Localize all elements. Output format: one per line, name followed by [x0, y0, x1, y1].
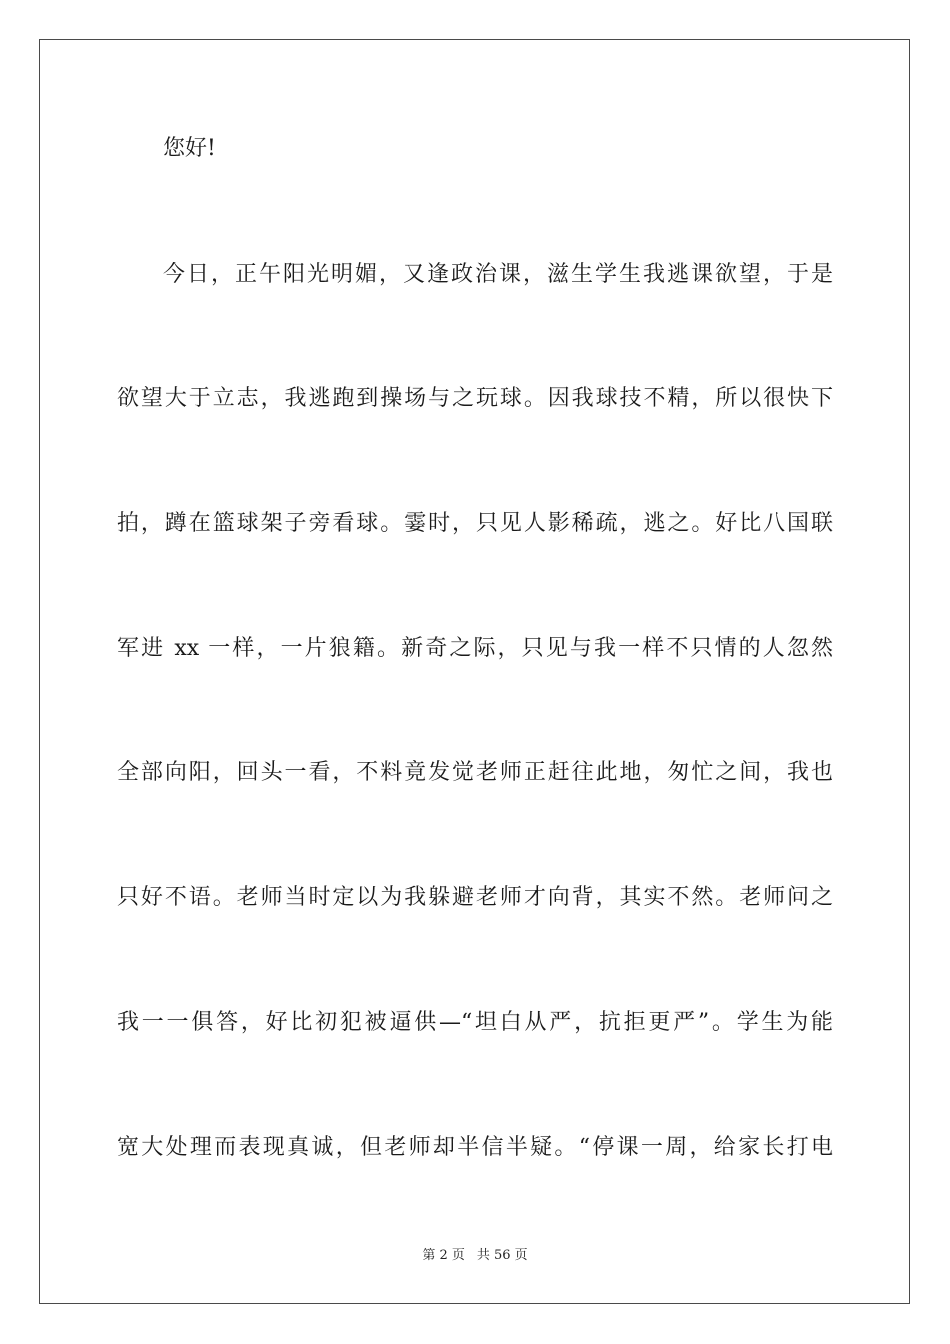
- greeting-line: 您好!: [163, 136, 216, 161]
- body-line-6: 只好不语。老师当时定以为我躲避老师才向背，其实不然。老师问之: [117, 885, 833, 910]
- body-line-2: 欲望大于立志，我逃跑到操场与之玩球。因我球技不精，所以很快下: [117, 386, 833, 411]
- body-line-5: 全部向阳，回头一看，不料竟发觉老师正赶往此地，匆忙之间，我也: [117, 760, 833, 785]
- body-line-7: 我一一俱答，好比初犯被逼供—“坦白从严，抗拒更严”。学生为能: [117, 1010, 833, 1035]
- page-number-total: 共 56 页: [476, 1248, 528, 1263]
- page-footer: [0, 1248, 950, 1264]
- page-number-current: 第 2 页: [422, 1248, 465, 1263]
- body-line-8: 宽大处理而表现真诚，但老师却半信半疑。“停课一周，给家长打电: [117, 1135, 833, 1160]
- body-line-3: 拍，蹲在篮球架子旁看球。霎时，只见人影稀疏，逃之。好比八国联: [117, 511, 833, 536]
- page-border: [39, 39, 910, 1304]
- body-line-4: 军进 xx 一样，一片狼籍。新奇之际，只见与我一样不只情的人忽然: [117, 636, 833, 661]
- body-line-1: 今日，正午阳光明媚，又逢政治课，滋生学生我逃课欲望，于是: [163, 262, 833, 287]
